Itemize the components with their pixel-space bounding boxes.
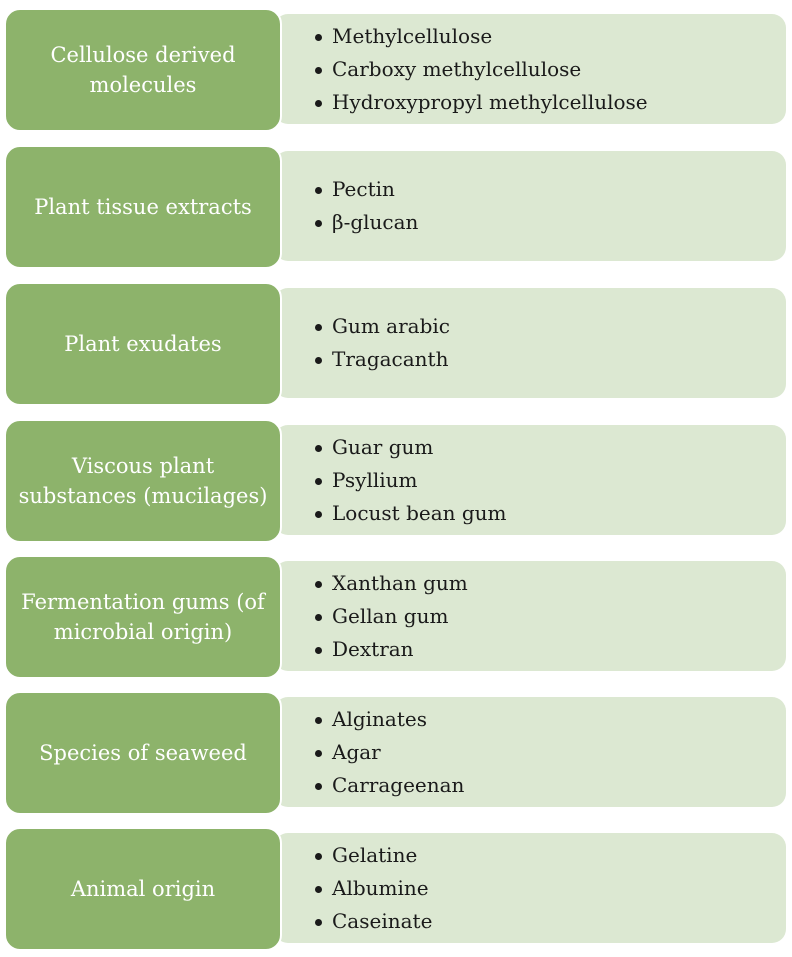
diagram-row <box>4 691 786 815</box>
category-box: Species of seaweed <box>4 691 282 815</box>
list-item: Pectin <box>332 173 786 206</box>
list-item: Gum arabic <box>332 310 786 343</box>
item-list <box>332 20 786 119</box>
list-item: Locust bean gum <box>332 497 786 530</box>
list-item: Alginates <box>332 703 786 736</box>
list-item: Gelatine <box>332 839 786 872</box>
list-item: Methylcellulose <box>332 20 786 53</box>
category-box: Plant exudates <box>4 282 282 406</box>
diagram-row <box>4 827 786 951</box>
detail-box <box>274 425 786 535</box>
list-item: Tragacanth <box>332 343 786 376</box>
detail-box <box>274 151 786 261</box>
item-list <box>332 310 786 376</box>
diagram-row <box>4 419 786 543</box>
list-item: Albumine <box>332 872 786 905</box>
item-list <box>332 567 786 666</box>
list-item: β-glucan <box>332 206 786 239</box>
item-list <box>332 703 786 802</box>
detail-box <box>274 833 786 943</box>
detail-box <box>274 14 786 124</box>
diagram-row <box>4 145 786 269</box>
detail-box <box>274 697 786 807</box>
diagram-row <box>4 555 786 679</box>
category-box: Cellulose derived molecules <box>4 8 282 132</box>
list-item: Xanthan gum <box>332 567 786 600</box>
list-item: Guar gum <box>332 431 786 464</box>
category-box: Animal origin <box>4 827 282 951</box>
diagram-row <box>4 282 786 406</box>
category-box: Fermentation gums (of microbial origin) <box>4 555 282 679</box>
diagram-row <box>4 8 786 132</box>
category-box: Viscous plant substances (mucilages) <box>4 419 282 543</box>
list-item: Hydroxypropyl methylcellulose <box>332 86 786 119</box>
list-item: Carboxy methylcellulose <box>332 53 786 86</box>
category-box: Plant tissue extracts <box>4 145 282 269</box>
list-item: Dextran <box>332 633 786 666</box>
list-item: Caseinate <box>332 905 786 938</box>
list-item: Agar <box>332 736 786 769</box>
item-list <box>332 173 786 239</box>
detail-box <box>274 288 786 398</box>
item-list <box>332 431 786 530</box>
list-item: Psyllium <box>332 464 786 497</box>
list-item: Carrageenan <box>332 769 786 802</box>
list-item: Gellan gum <box>332 600 786 633</box>
detail-box <box>274 561 786 671</box>
item-list <box>332 839 786 938</box>
